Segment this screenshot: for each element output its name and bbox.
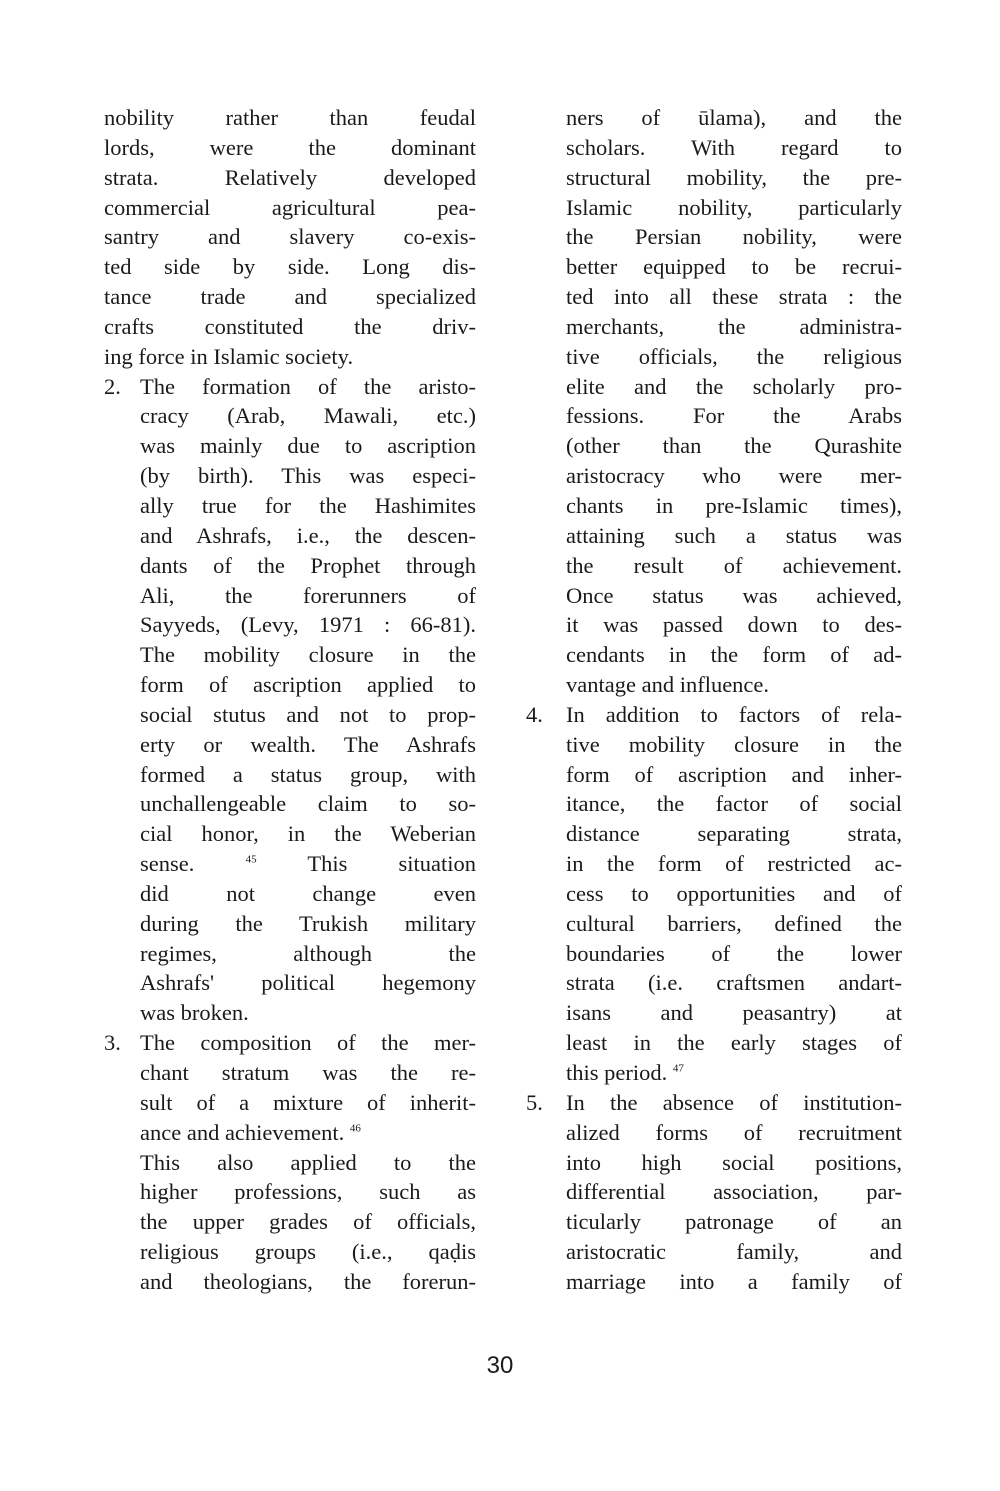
text-line: unchallengeable claim to so- xyxy=(140,791,476,817)
text-line: nobility rather than feudal xyxy=(104,105,476,130)
text-line: Ashrafs' political hegemony xyxy=(140,970,476,996)
text-line: tive officials, the religious xyxy=(566,343,902,369)
text-line: vantage and influence. xyxy=(566,672,770,698)
text-line: crafts constituted the driv- xyxy=(104,313,476,339)
text-line: (other than the Qurashite xyxy=(566,433,902,459)
list-number: 2. xyxy=(104,373,121,399)
text-line: alized forms of recruitment xyxy=(566,1119,902,1145)
text-line: aristocracy who were mer- xyxy=(566,463,902,489)
text-line: strata (i.e. craftsmen andart- xyxy=(566,970,902,996)
text-line: Sayyeds, (Levy, 1971 : 66-81). xyxy=(140,612,476,638)
left-column xyxy=(104,103,476,1297)
text-line: lords, were the dominant xyxy=(104,134,476,160)
text-line: it was passed down to des- xyxy=(566,612,902,638)
text-line: and theologians, the forerun- xyxy=(140,1268,476,1294)
text-line: cendants in the form of ad- xyxy=(566,642,902,668)
text-line: the result of achievement. xyxy=(566,552,902,578)
right-column xyxy=(526,103,902,1297)
text-line: ally true for the Hashimites xyxy=(140,492,476,518)
footnote-marker: 45 xyxy=(245,853,257,866)
text-line: was mainly due to ascription xyxy=(140,433,476,459)
list-number: 5. xyxy=(526,1089,543,1115)
text-fragment: ance and achievement. xyxy=(140,1119,345,1145)
text-line: fessions. For the Arabs xyxy=(566,403,902,429)
text-line: In the absence of institution- xyxy=(566,1089,902,1115)
text-line: form of ascription applied to xyxy=(140,672,476,698)
text-line: Ali, the forerunners of xyxy=(140,582,476,608)
text-line: santry and slavery co-exis- xyxy=(104,224,476,250)
text-fragment: sense. xyxy=(140,851,195,877)
text-line: (by birth). This was especi- xyxy=(140,463,476,489)
text-line: ing force in Islamic society. xyxy=(104,343,354,369)
text-line: form of ascription and inher- xyxy=(566,761,902,787)
text-fragment: this period. xyxy=(566,1060,668,1085)
text-line: The composition of the mer- xyxy=(140,1030,476,1056)
list-number: 3. xyxy=(104,1030,121,1056)
text-line: attaining such a status was xyxy=(566,522,902,548)
text-fragment: This situation xyxy=(307,851,477,877)
text-line: elite and the scholarly pro- xyxy=(566,373,902,399)
text-line: formed a status group, with xyxy=(140,761,476,787)
text-line-with-footnote xyxy=(566,1058,902,1088)
page-number: 30 xyxy=(486,1352,514,1379)
text-line: least in the early stages of xyxy=(566,1030,902,1056)
text-line: sult of a mixture of inherit- xyxy=(140,1089,476,1115)
text-line-with-footnote xyxy=(140,1118,476,1148)
text-line: the upper grades of officials, xyxy=(140,1209,476,1235)
text-line: aristocratic family, and xyxy=(566,1239,902,1265)
text-line: ticularly patronage of an xyxy=(566,1209,902,1235)
text-line: in the form of restricted ac- xyxy=(566,851,902,877)
text-line: the Persian nobility, were xyxy=(566,224,902,250)
text-line: cultural barriers, defined the xyxy=(566,910,902,936)
text-line: scholars. With regard to xyxy=(566,134,902,160)
text-line: isans and peasantry) at xyxy=(566,1000,902,1026)
text-line: boundaries of the lower xyxy=(566,940,902,966)
text-line: chant stratum was the re- xyxy=(140,1060,476,1085)
text-line: regimes, although the xyxy=(140,940,476,966)
text-line: marriage into a family of xyxy=(566,1268,902,1294)
text-line: cess to opportunities and of xyxy=(566,880,902,906)
text-line: and Ashrafs, i.e., the descen- xyxy=(140,522,476,548)
list-number: 4. xyxy=(526,701,543,727)
text-line: cracy (Arab, Mawali, etc.) xyxy=(140,403,476,429)
text-line: structural mobility, the pre- xyxy=(566,164,902,190)
text-line: strata. Relatively developed xyxy=(104,164,476,190)
text-line: ted into all these strata : the xyxy=(566,284,902,310)
text-line: was broken. xyxy=(140,1000,249,1026)
text-line: social stutus and not to prop- xyxy=(140,701,476,727)
text-line: Once status was achieved, xyxy=(566,582,902,608)
text-line: merchants, the administra- xyxy=(566,313,902,339)
text-line: Islamic nobility, particularly xyxy=(566,194,902,220)
text-line: This also applied to the xyxy=(140,1149,476,1175)
text-line: chants in pre-Islamic times), xyxy=(566,492,902,518)
text-line: ners of ūlama), and the xyxy=(566,105,902,130)
text-line: erty or wealth. The Ashrafs xyxy=(140,731,476,757)
list-item-5 xyxy=(526,1088,902,1297)
text-line-with-footnote xyxy=(140,849,476,879)
text-line: itance, the factor of social xyxy=(566,791,902,817)
list-item-2 xyxy=(104,372,476,1029)
text-line: tance trade and specialized xyxy=(104,284,476,310)
footnote-marker: 47 xyxy=(672,1062,684,1075)
text-line: The formation of the aristo- xyxy=(140,373,476,399)
text-line: ted side by side. Long dis- xyxy=(104,254,476,280)
text-line: into high social positions, xyxy=(566,1149,902,1175)
text-line: better equipped to be recrui- xyxy=(566,254,902,280)
text-line: religious groups (i.e., qaḍis xyxy=(140,1239,476,1265)
intro-paragraph-left xyxy=(104,103,476,372)
text-line: dants of the Prophet through xyxy=(140,552,476,578)
footnote-marker: 46 xyxy=(349,1122,361,1135)
list-item-4 xyxy=(526,700,902,1088)
text-line: tive mobility closure in the xyxy=(566,731,902,757)
text-line: The mobility closure in the xyxy=(140,642,476,668)
text-line: cial honor, in the Weberian xyxy=(140,821,476,847)
text-line: distance separating strata, xyxy=(566,821,902,847)
intro-paragraph-right xyxy=(530,103,902,700)
text-line: higher professions, such as xyxy=(140,1179,476,1205)
text-line: during the Trukish military xyxy=(140,910,476,936)
text-line: differential association, par- xyxy=(566,1179,902,1205)
text-line: In addition to factors of rela- xyxy=(566,701,902,727)
text-line: commercial agricultural pea- xyxy=(104,194,476,220)
text-line: did not change even xyxy=(140,880,476,906)
list-item-3 xyxy=(104,1028,476,1297)
